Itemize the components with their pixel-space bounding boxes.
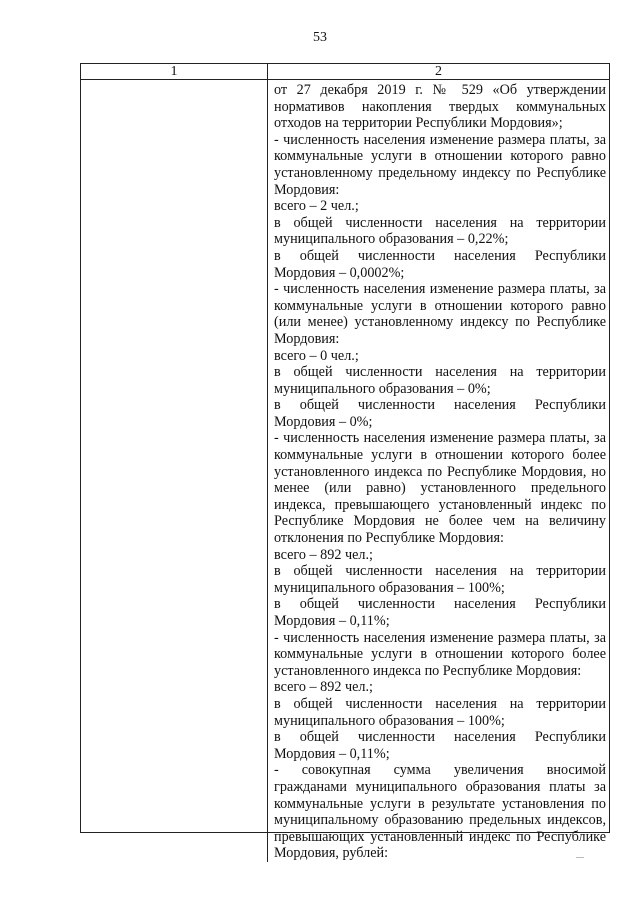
text-line: индекса, превышающего установленный индекс по bbox=[274, 496, 606, 513]
text-line: в общей численности населения Республики bbox=[274, 247, 606, 264]
text-line: коммунальные услуги в отношении которого более bbox=[274, 646, 606, 663]
text-line: Мордовия – 0,0002%; bbox=[274, 264, 405, 281]
text-line: - совокупная сумма увеличения вносимой bbox=[274, 762, 606, 779]
text-line: Мордовия – 0,11%; bbox=[274, 745, 390, 762]
text-line: в общей численности населения на территории bbox=[274, 214, 606, 231]
table-cell-col-2 bbox=[268, 80, 609, 862]
text-line: в общей численности населения Республики bbox=[274, 596, 606, 613]
text-line: отходов на территории Республики Мордовия»; bbox=[274, 115, 563, 132]
text-line: в общей численности населения на территории bbox=[274, 364, 606, 381]
text-line: коммунальные услуги в отношении которого более bbox=[274, 447, 606, 464]
text-line: в общей численности населения на территории bbox=[274, 695, 606, 712]
text-line: менее (или равно) установленного предельного bbox=[274, 480, 606, 497]
text-line: муниципальному образованию предельных индексов, bbox=[274, 812, 606, 829]
text-line: - численность населения изменение размера платы, за bbox=[274, 430, 606, 447]
text-line: всего – 2 чел.; bbox=[274, 198, 359, 215]
text-line: отклонения по Республике Мордовия: bbox=[274, 530, 504, 547]
text-line: коммунальные услуги в отношении которого равно bbox=[274, 148, 606, 165]
text-line: коммунальные услуги в отношении которого равно bbox=[274, 297, 606, 314]
text-line: гражданами муниципального образования платы за bbox=[274, 778, 606, 795]
text-line: установленного индекса по Республике Мордовия, но bbox=[274, 463, 606, 480]
text-line: установленного индекса по Республике Мордовия: bbox=[274, 662, 582, 679]
text-line: Республике Мордовия не более чем на величину bbox=[274, 513, 606, 530]
document-table bbox=[80, 63, 610, 862]
page-number: 53 bbox=[313, 30, 327, 45]
text-line: от 27 декабря 2019 г. № 529 «Об утверждении bbox=[274, 82, 606, 98]
text-line: всего – 892 чел.; bbox=[274, 679, 373, 696]
text-line: муниципального образования – 100%; bbox=[274, 579, 505, 596]
text-line: в общей численности населения Республики bbox=[274, 397, 606, 414]
text-line: превышающих установленный индекс по Республике bbox=[274, 828, 606, 845]
table-header-col-2: 2 bbox=[268, 64, 609, 80]
text-line: нормативов накопления твердых коммунальных bbox=[274, 98, 606, 115]
scan-artifact bbox=[576, 857, 584, 858]
text-line: - численность населения изменение размера платы, за bbox=[274, 281, 606, 298]
text-line: - численность населения изменение размера платы, за bbox=[274, 131, 606, 148]
text-line: коммунальные услуги в результате установления по bbox=[274, 795, 606, 812]
text-line: всего – 0 чел.; bbox=[274, 347, 359, 364]
text-line: муниципального образования – 0,22%; bbox=[274, 231, 509, 248]
text-line: муниципального образования – 100%; bbox=[274, 712, 505, 729]
text-line: в общей численности населения на территории bbox=[274, 563, 606, 580]
text-line: Мордовия – 0,11%; bbox=[274, 613, 390, 629]
text-line: муниципального образования – 0%; bbox=[274, 380, 491, 397]
text-line: в общей численности населения Республики bbox=[274, 729, 606, 746]
table-header-col-1: 1 bbox=[81, 64, 268, 80]
text-line: - численность населения изменение размера платы, за bbox=[274, 629, 606, 646]
text-line: (или менее) установленному индексу по Республике bbox=[274, 314, 606, 331]
text-line: установленному предельному индексу по Республике bbox=[274, 164, 606, 181]
text-line: Мордовия: bbox=[274, 330, 340, 347]
text-line: Мордовия – 0%; bbox=[274, 413, 373, 430]
text-line: Мордовия: bbox=[274, 181, 340, 198]
text-line: всего – 892 чел.; bbox=[274, 546, 373, 563]
text-line: Мордовия, рублей: bbox=[274, 845, 389, 862]
table-cell-col-1 bbox=[81, 80, 268, 862]
